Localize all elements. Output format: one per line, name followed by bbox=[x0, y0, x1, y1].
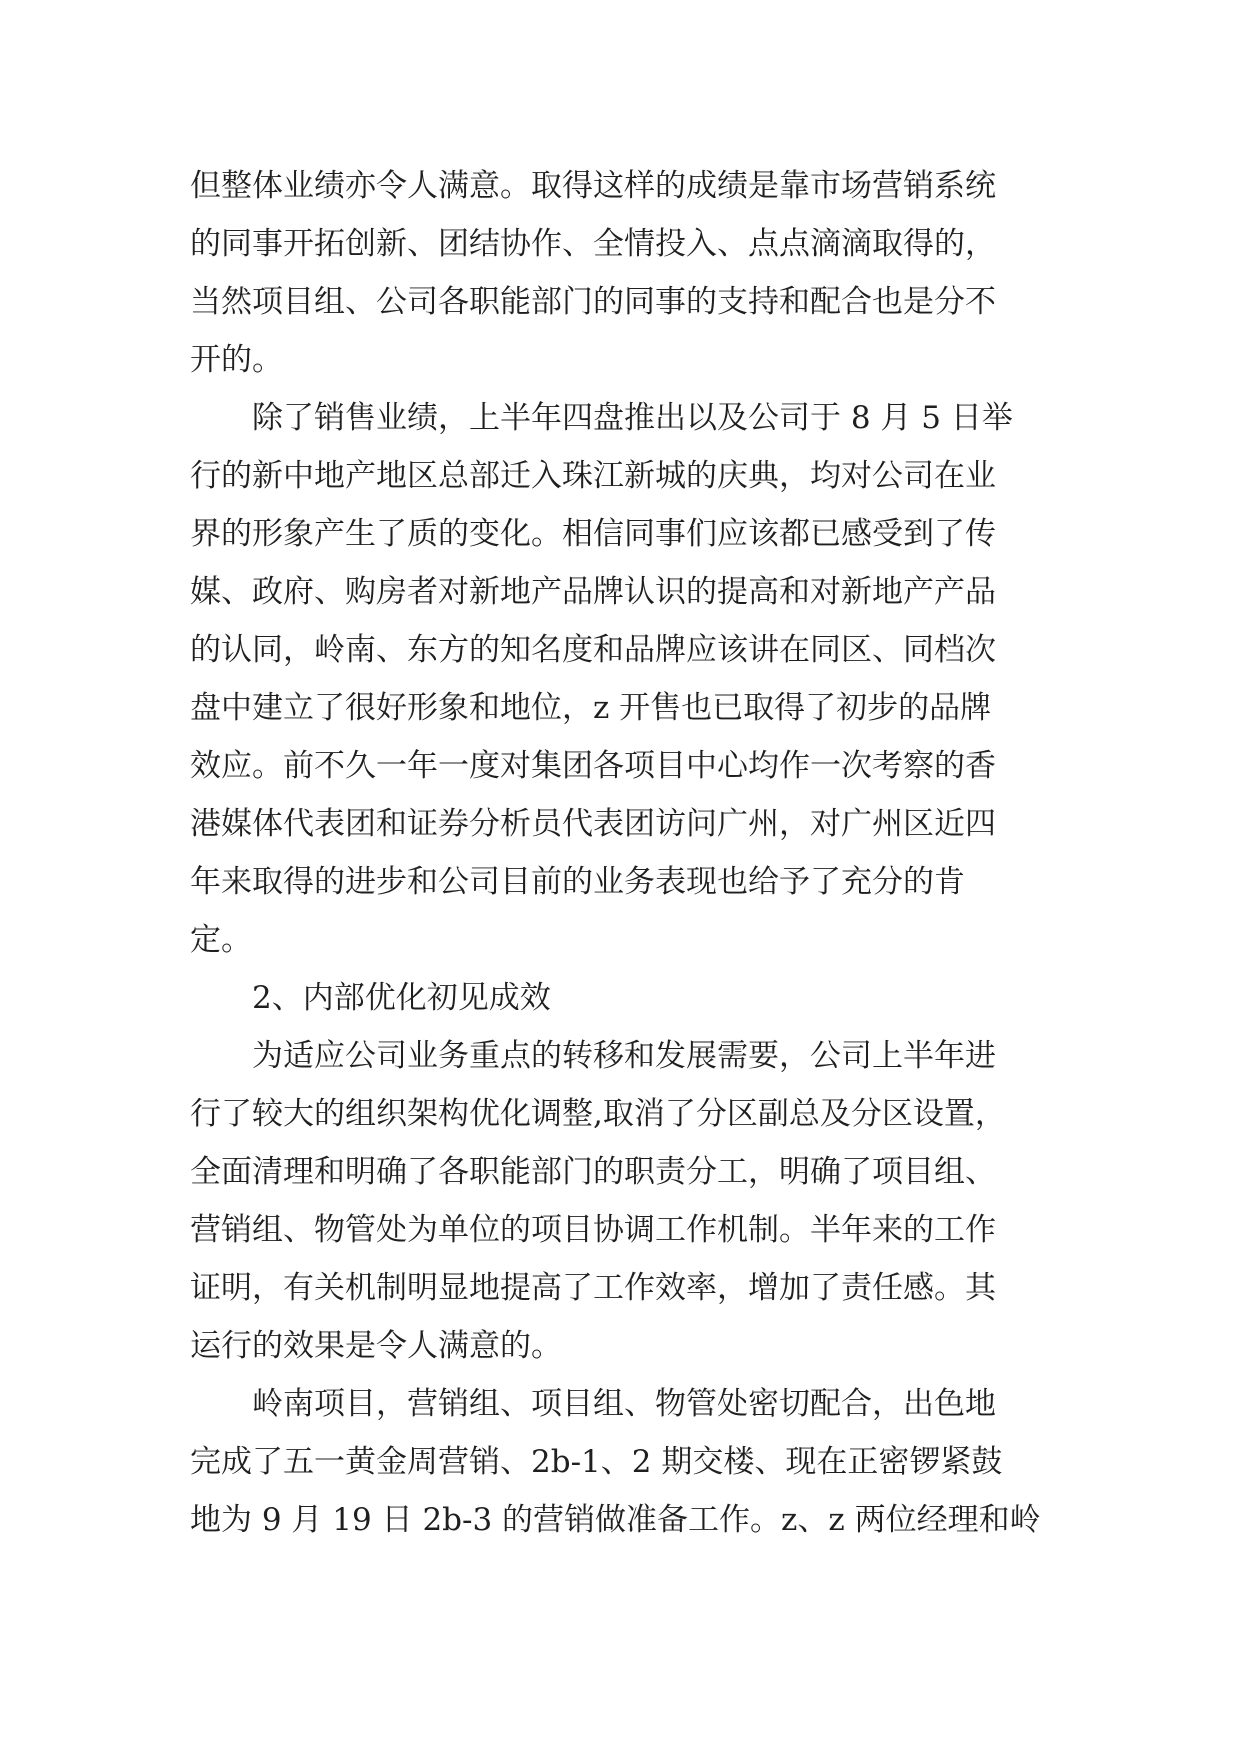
text-line-12: 港媒体代表团和证券分析员代表团访问广州，对广州区近四 bbox=[190, 806, 996, 842]
text-line-24: 地为 9 月 19 日 2b-3 的营销做准备工作。z、z 两位经理和岭 bbox=[190, 1502, 1041, 1538]
text-line-1: 但整体业绩亦令人满意。取得这样的成绩是靠市场营销系统 bbox=[190, 168, 996, 204]
text-line-13: 年来取得的进步和公司目前的业务表现也给予了充分的肯 bbox=[190, 864, 965, 900]
text-line-2: 的同事开拓创新、团结协作、全情投入、点点滴滴取得的， bbox=[190, 226, 996, 262]
text-line-17: 行了较大的组织架构优化调整,取消了分区副总及分区设置， bbox=[190, 1096, 1006, 1132]
paragraph-start-line-16: 为适应公司业务重点的转移和发展需要，公司上半年进 bbox=[252, 1038, 996, 1074]
text-line-9: 的认同，岭南、东方的知名度和品牌应该讲在同区、同档次 bbox=[190, 632, 996, 668]
text-line-14: 定。 bbox=[190, 922, 252, 958]
text-line-10: 盘中建立了很好形象和地位，z 开售也已取得了初步的品牌 bbox=[190, 690, 992, 726]
text-line-20: 证明，有关机制明显地提高了工作效率，增加了责任感。其 bbox=[190, 1270, 996, 1306]
paragraph-start-line-22: 岭南项目，营销组、项目组、物管处密切配合，出色地 bbox=[252, 1386, 996, 1422]
text-line-23: 完成了五一黄金周营销、2b-1、2 期交楼、现在正密锣紧鼓 bbox=[190, 1444, 1003, 1480]
text-line-7: 界的形象产生了质的变化。相信同事们应该都已感受到了传 bbox=[190, 516, 996, 552]
paragraph-start-line-5: 除了销售业绩，上半年四盘推出以及公司于 8 月 5 日举 bbox=[252, 400, 1013, 436]
text-line-18: 全面清理和明确了各职能部门的职责分工，明确了项目组、 bbox=[190, 1154, 996, 1190]
text-line-6: 行的新中地产地区总部迁入珠江新城的庆典，均对公司在业 bbox=[190, 458, 996, 494]
section-heading: 2、内部优化初见成效 bbox=[252, 980, 551, 1016]
text-line-4: 开的。 bbox=[190, 342, 283, 378]
text-line-19: 营销组、物管处为单位的项目协调工作机制。半年来的工作 bbox=[190, 1212, 996, 1248]
text-line-8: 媒、政府、购房者对新地产品牌认识的提高和对新地产产品 bbox=[190, 574, 996, 610]
text-line-21: 运行的效果是令人满意的。 bbox=[190, 1328, 562, 1364]
text-line-11: 效应。前不久一年一度对集团各项目中心均作一次考察的香 bbox=[190, 748, 996, 784]
text-line-3: 当然项目组、公司各职能部门的同事的支持和配合也是分不 bbox=[190, 284, 996, 320]
